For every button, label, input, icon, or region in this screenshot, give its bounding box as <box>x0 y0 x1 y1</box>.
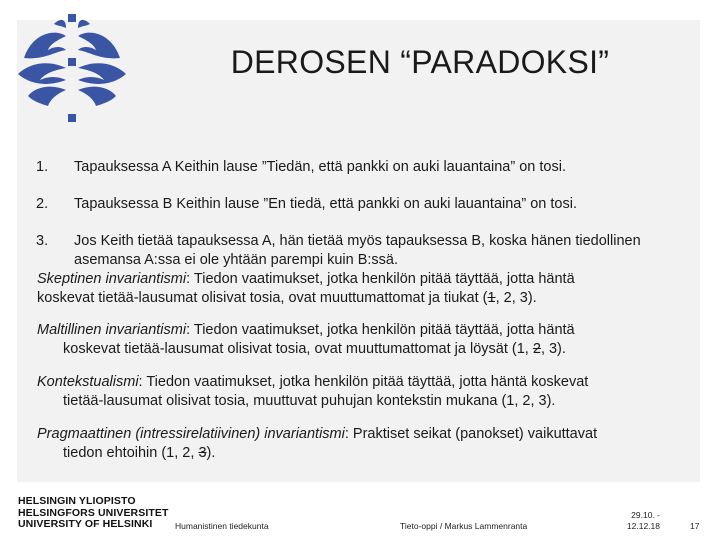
paragraph-continuation <box>37 444 697 463</box>
footer-faculty: Humanistinen tiedekunta <box>175 521 269 531</box>
term: Skeptinen invariantismi <box>37 271 187 287</box>
struck-number: 3 <box>198 445 207 461</box>
footer-university-name <box>18 496 168 531</box>
page-number: 17 <box>690 521 700 531</box>
paragraph-text: tiedon ehtoihin (1, 2, <box>63 445 199 461</box>
university-logo-icon <box>14 14 132 122</box>
paragraph-continuation: tietää-lausumat olisivat tosia, muuttuvat puhujan kontekstin mukana (1, 2, 3). <box>63 393 556 409</box>
struck-number: 2 <box>532 341 541 357</box>
paragraph-continuation <box>37 340 697 359</box>
paragraph-text: : Tiedon vaatimukset, jotka henkilön pitää täyttää, jotta häntä <box>186 322 575 338</box>
struck-number: 1 <box>487 290 496 306</box>
paragraph-text: ). <box>206 445 216 461</box>
list-text: Tapauksessa B Keithin lause ”En tiedä, että pankki on auki lauantaina” on tosi. <box>74 196 577 212</box>
term: Maltillinen invariantismi <box>37 322 187 338</box>
footer-date <box>600 510 660 532</box>
footer-course: Tieto-oppi / Markus Lammenranta <box>400 521 528 531</box>
paragraph-skeptinen <box>37 270 697 308</box>
paragraph-maltillinen <box>37 321 697 359</box>
paragraph-text: , 2, 3). <box>495 290 537 306</box>
date-line: 12.12.18 <box>626 521 660 531</box>
list-number: 1. <box>36 159 49 175</box>
paragraph-text: koskevat tietää-lausumat olisivat tosia, ovat muuttumattomat ja tiukat ( <box>37 290 488 306</box>
university-line: UNIVERSITY OF HELSINKI <box>18 518 153 530</box>
paragraph-pragmaattinen <box>37 425 697 463</box>
list-item <box>36 232 686 270</box>
paragraph-text: : Tiedon vaatimukset, jotka henkilön pitää täyttää, jotta häntä koskevat <box>138 374 589 390</box>
paragraph-text: : Tiedon vaatimukset, jotka henkilön pitää täyttää, jotta häntä <box>186 271 575 287</box>
list-item <box>36 195 686 214</box>
date-line: 29.10. - <box>631 510 660 520</box>
paragraph-kontekstualismi <box>37 373 697 411</box>
university-line: HELSINGFORS UNIVERSITET <box>18 506 169 519</box>
paragraph-text: : Praktiset seikat (panokset) vaikuttavat <box>344 426 598 442</box>
list-text: Jos Keith tietää tapauksessa A, hän tietää myös tapauksessa B, koska hänen tiedollinen asemansa A:ssa ei ole yhtään parempi kuin B:ssä. <box>74 233 641 268</box>
list-text: Tapauksessa A Keithin lause ”Tiedän, että pankki on auki lauantaina” on tosi. <box>74 159 566 175</box>
paragraph-text: , 3). <box>540 341 566 357</box>
list-number: 3. <box>36 233 49 249</box>
university-line: HELSINGIN YLIOPISTO <box>18 495 136 507</box>
paragraph-text: koskevat tietää-lausumat olisivat tosia, ovat muuttumattomat ja löysät (1, <box>63 341 533 357</box>
list-number: 2. <box>36 196 49 212</box>
term: Pragmaattinen (intressirelatiivinen) invariantismi <box>37 426 345 442</box>
numbered-list <box>36 158 686 288</box>
list-item <box>36 158 686 177</box>
slide-title: DEROSEN “PARADOKSI” <box>230 44 610 80</box>
term: Kontekstualismi <box>37 374 139 390</box>
